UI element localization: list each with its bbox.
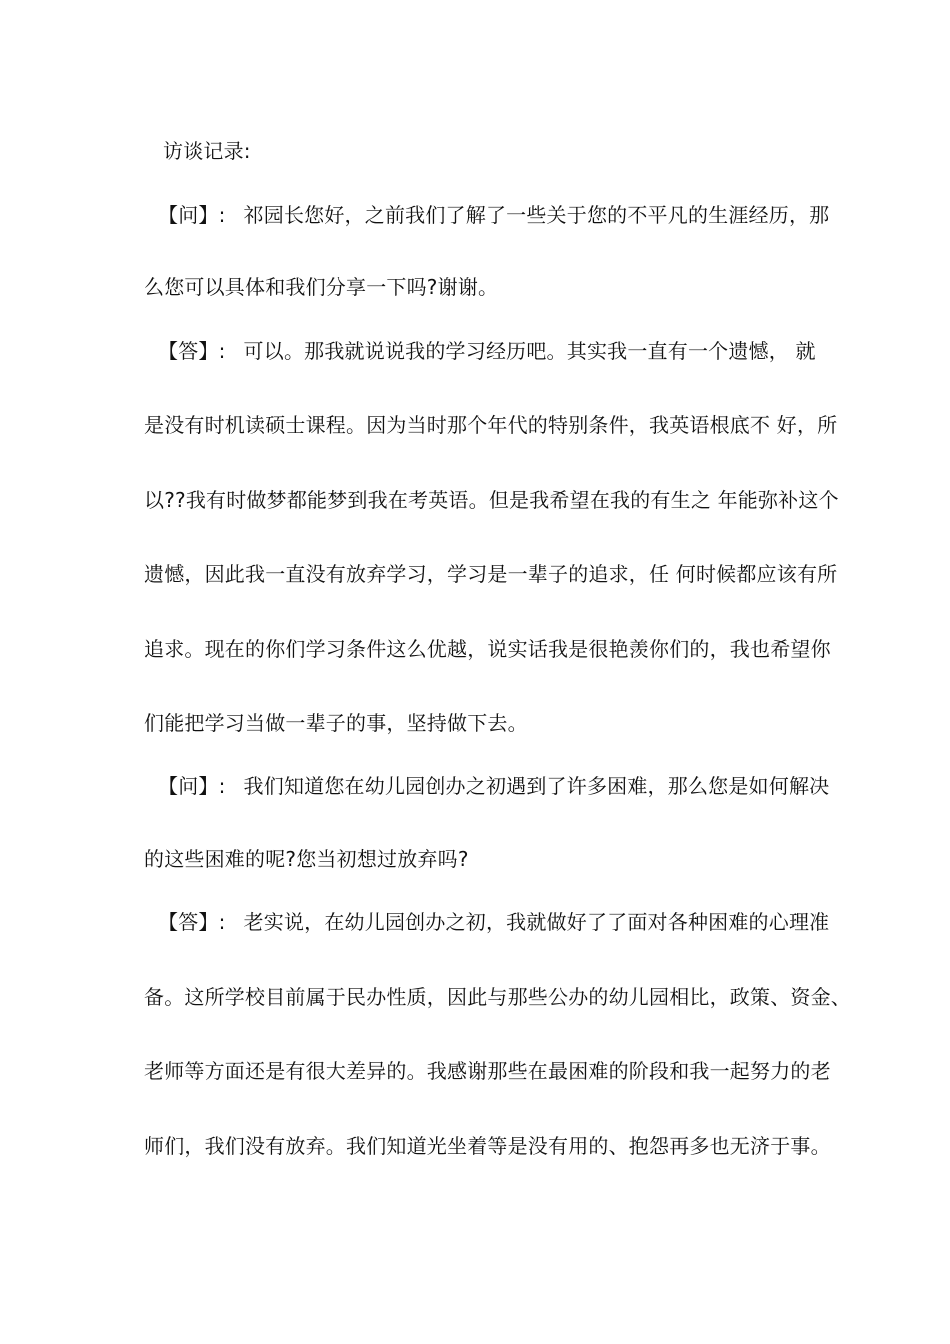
paragraph-line: 的这些困难的呢?您当初想过放弃吗? <box>144 847 469 871</box>
speaker-label-answer: 【答】: <box>158 339 226 363</box>
paragraph-line: 是没有时机读硕士课程。因为当时那个年代的特别条件，我英语根底不 好，所 <box>144 413 838 437</box>
paragraph-line: 们能把学习当做一辈子的事，坚持做下去。 <box>144 711 528 735</box>
question-text: 祁园长您好，之前我们了解了一些关于您的不平凡的生涯经历，那 <box>243 203 830 227</box>
question-text: 我们知道您在幼儿园创办之初遇到了许多困难，那么您是如何解决 <box>243 774 830 798</box>
answer-text: 可以。那我就说说我的学习经历吧。其实我一直有一个遗憾， 就 <box>243 339 816 363</box>
speaker-label-question: 【问】: <box>158 774 226 798</box>
answer-text: 老实说，在幼儿园创办之初，我就做好了了面对各种困难的心理准 <box>243 910 830 934</box>
speaker-label-answer: 【答】: <box>158 910 226 934</box>
paragraph-line: 遗憾，因此我一直没有放弃学习，学习是一辈子的追求，任 何时候都应该有所 <box>144 562 838 586</box>
answer-2-first-line <box>144 909 830 935</box>
question-2-first-line <box>144 773 830 799</box>
answer-1-first-line <box>144 338 814 364</box>
paragraph-line: 以??我有时做梦都能梦到我在考英语。但是我希望在我的有生之 年能弥补这个 <box>144 488 839 512</box>
speaker-label-question: 【问】: <box>158 203 226 227</box>
question-1-first-line <box>144 202 830 228</box>
document-title: 访谈记录: <box>163 139 251 163</box>
paragraph-line: 备。这所学校目前属于民办性质，因此与那些公办的幼儿园相比，政策、资金、 <box>144 985 851 1009</box>
paragraph-line: 么您可以具体和我们分享一下吗?谢谢。 <box>144 275 499 299</box>
paragraph-line: 老师等方面还是有很大差异的。我感谢那些在最困难的阶段和我一起努力的老 <box>144 1059 831 1083</box>
paragraph-line: 追求。现在的你们学习条件这么优越，说实话我是很艳羡你们的，我也希望你 <box>144 637 831 661</box>
paragraph-line: 师们，我们没有放弃。我们知道光坐着等是没有用的、抱怨再多也无济于事。 <box>144 1134 831 1158</box>
